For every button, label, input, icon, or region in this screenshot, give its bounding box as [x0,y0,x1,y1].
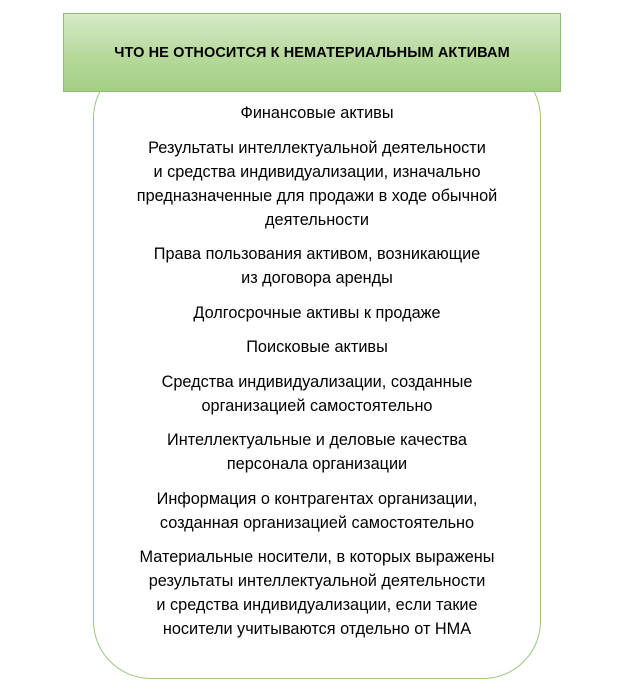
list-item-material-carriers: Материальные носители, в которых выражены результаты интеллектуальной деятельности и средства индивидуализации, если такие носители учитываются отдельно от НМА [139,548,495,638]
list-item-ip-for-sale: Результаты интеллектуальной деятельности и средства индивидуализации, изначально предназначенные для продажи в ходе обычной деятельности [136,138,498,229]
items-list [93,101,541,652]
list-item-counterparty-info: Информация о контрагентах организации, созданная организацией самостоятельно [156,489,478,532]
list-item-exploration-assets: Поисковые активы [246,338,388,356]
list-item-financial-assets: Финансовые активы [240,104,394,122]
list-item-personnel-qualities: Интеллектуальные и деловые качества персонала организации [167,431,467,473]
header-title: ЧТО НЕ ОТНОСИТСЯ К НЕМАТЕРИАЛЬНЫМ АКТИВАМ [114,44,510,61]
header-box [63,13,561,92]
list-item-lease-rights: Права пользования активом, возникающие из договора аренды [153,245,481,287]
list-item-long-term-assets-for-sale: Долгосрочные активы к продаже [193,303,441,322]
list-item-self-created-identifiers: Средства индивидуализации, созданные организацией самостоятельно [161,372,473,415]
